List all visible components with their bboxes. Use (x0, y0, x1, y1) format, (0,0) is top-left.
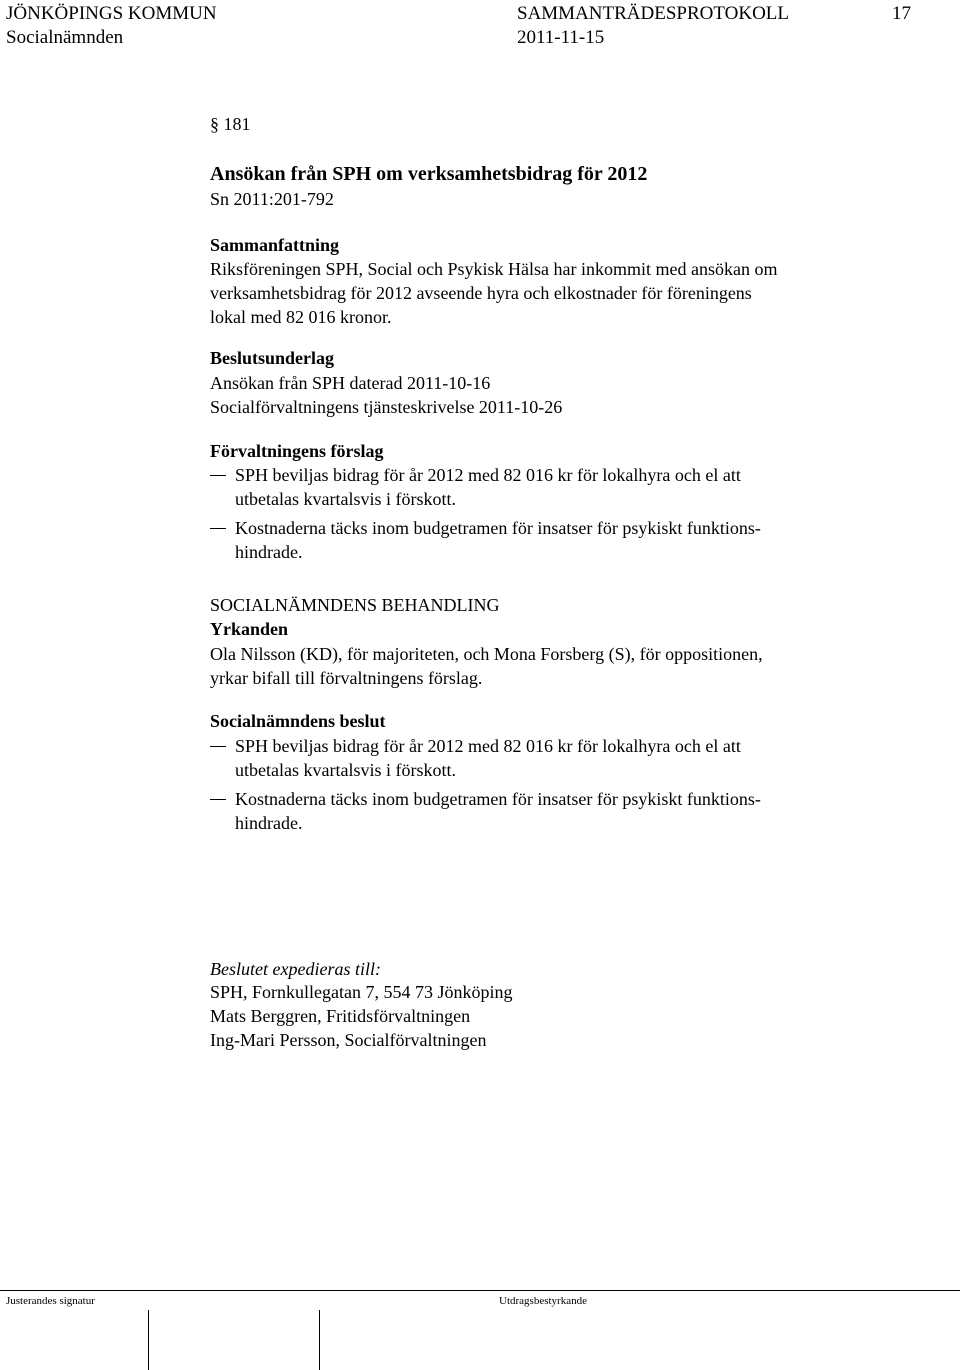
signature-box-divider (148, 1310, 149, 1370)
page-number: 17 (892, 3, 911, 24)
list-dash (210, 528, 226, 529)
page-title: Ansökan från SPH om verksamhetsbidrag för 2012 (210, 163, 648, 185)
proposal-item-line: hindrade. (235, 542, 303, 562)
motion-line: Ola Nilsson (KD), för majoriteten, och Mona Forsberg (S), för oppositionen, (210, 644, 763, 664)
basis-heading: Beslutsunderlag (210, 348, 335, 368)
list-dash (210, 746, 226, 747)
extract-label: Utdragsbestyrkande (499, 1295, 587, 1307)
motion-line: yrkar bifall till förvaltningens förslag. (210, 668, 483, 688)
case-reference: Sn 2011:201-792 (210, 189, 334, 209)
dispatch-recipient: Ing-Mari Persson, Socialförvaltningen (210, 1030, 487, 1050)
dispatch-recipient: SPH, Fornkullegatan 7, 554 73 Jönköping (210, 982, 513, 1002)
decision-item-line: hindrade. (235, 813, 303, 833)
dispatch-recipient: Mats Berggren, Fritidsförvaltningen (210, 1006, 471, 1026)
decision-item-line: SPH beviljas bidrag för år 2012 med 82 016 kr för lokalhyra och el att (235, 736, 741, 756)
summary-line: Riksföreningen SPH, Social och Psykisk Hälsa har inkommit med ansökan om (210, 259, 778, 279)
basis-line: Socialförvaltningens tjänsteskrivelse 2011-10-26 (210, 397, 563, 417)
list-dash (210, 475, 226, 476)
summary-heading: Sammanfattning (210, 235, 340, 255)
section-number (210, 112, 251, 136)
committee-name: Socialnämnden (6, 27, 124, 48)
decision-item-line: Kostnaderna täcks inom budgetramen för insatser för psykiskt funktions- (235, 789, 761, 809)
signature-box-divider (319, 1310, 320, 1370)
summary-line: lokal med 82 016 kronor. (210, 307, 392, 327)
list-dash (210, 799, 226, 800)
section-number-value: 181 (223, 114, 251, 134)
signature-label: Justerandes signatur (6, 1295, 95, 1307)
summary-line: verksamhetsbidrag för 2012 avseende hyra och elkostnader för föreningens (210, 283, 752, 303)
footer-divider (0, 1290, 960, 1291)
proposal-heading: Förvaltningens förslag (210, 441, 384, 461)
document-type: SAMMANTRÄDESPROTOKOLL (517, 3, 790, 24)
section-symbol: § (210, 114, 219, 134)
municipality-name: JÖNKÖPINGS KOMMUN (6, 3, 217, 24)
meeting-date: 2011-11-15 (517, 27, 605, 48)
proposal-item-line: Kostnaderna täcks inom budgetramen för insatser för psykiskt funktions- (235, 518, 761, 538)
dispatch-heading: Beslutet expedieras till: (210, 959, 381, 979)
handling-heading: SOCIALNÄMNDENS BEHANDLING (210, 595, 500, 615)
basis-line: Ansökan från SPH daterad 2011-10-16 (210, 373, 491, 393)
proposal-item-line: SPH beviljas bidrag för år 2012 med 82 016 kr för lokalhyra och el att (235, 465, 741, 485)
decision-item-line: utbetalas kvartalsvis i förskott. (235, 760, 456, 780)
motions-heading: Yrkanden (210, 619, 289, 639)
proposal-item-line: utbetalas kvartalsvis i förskott. (235, 489, 456, 509)
decision-heading: Socialnämndens beslut (210, 711, 386, 731)
